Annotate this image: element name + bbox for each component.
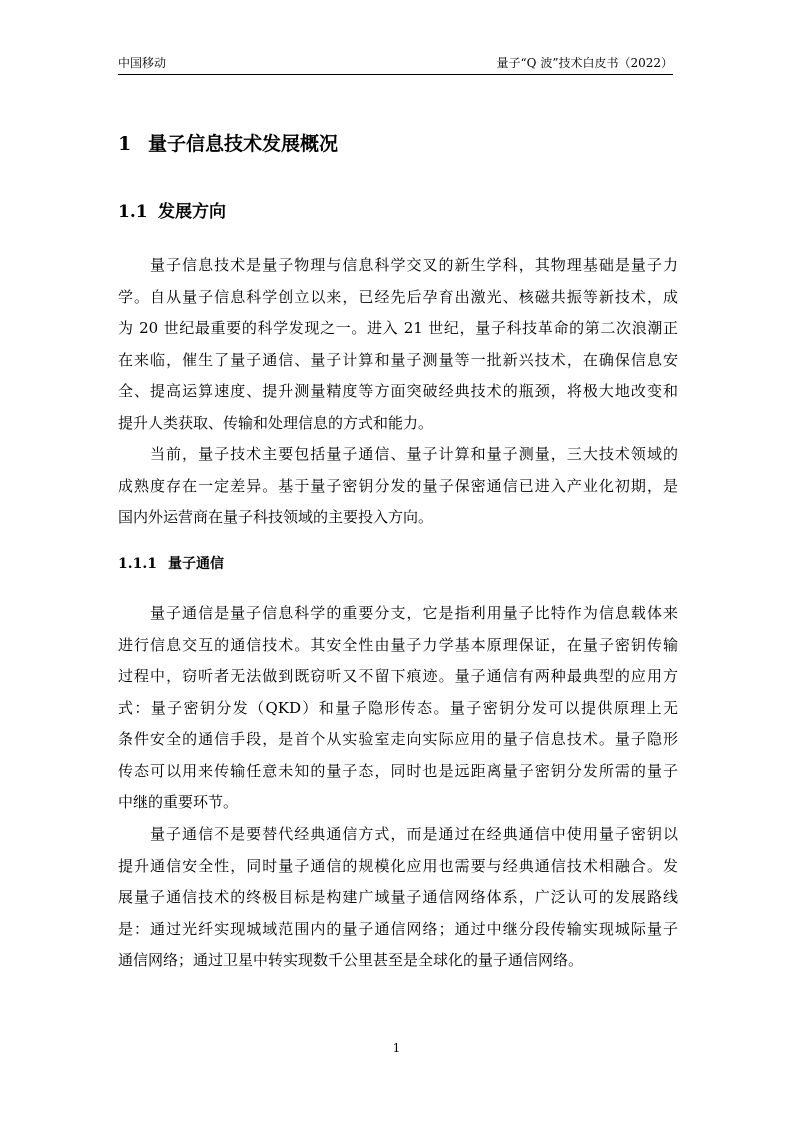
page-header	[118, 55, 673, 75]
text-line: 展量子通信技术的终极目标是构建广域量子通信网络体系，广泛认可的发展路线	[118, 888, 678, 906]
text-line: 通信网络；通过卫星中转实现数千公里甚至是全球化的量子通信网络。	[118, 951, 584, 969]
text-line: 提升人类获取、传输和处理信息的方式和能力。	[118, 413, 434, 432]
text-line: 在来临，催生了量子通信、量子计算和量子测量等一批新兴技术，在确保信息安	[118, 350, 678, 369]
text-line: 中继的重要环节。	[118, 793, 239, 811]
section-heading	[118, 200, 226, 224]
text-line: 传态可以用来传输任意未知的量子态，同时也是远距离量子密钥分发所需的量子	[118, 761, 678, 780]
text-line: 量子通信是量子信息科学的重要分支，它是指利用量子比特作为信息载体来	[150, 604, 678, 622]
chapter-heading	[118, 131, 338, 157]
chapter-number: 1	[118, 133, 132, 155]
subsection-paragraph-1	[118, 598, 678, 819]
text-line: 国内外运营商在量子科技领域的主要投入方向。	[118, 508, 434, 526]
header-document-title: 量子“Q 波”技术白皮书（2022）	[496, 56, 673, 70]
subsection-heading	[118, 554, 224, 574]
header-org-name: 中国移动	[118, 56, 167, 70]
text-line: 式：量子密钥分发（QKD）和量子隐形传态。量子密钥分发可以提供原理上无	[118, 698, 678, 717]
text-line: 全、提高运算速度、提升测量精度等方面突破经典技术的瓶颈，将极大地改变和	[118, 382, 678, 400]
text-line: 量子信息技术是量子物理与信息科学交叉的新生学科，其物理基础是量子力	[150, 256, 678, 274]
subsection-title: 量子通信	[168, 556, 224, 572]
page-number: 1	[392, 1041, 401, 1055]
section-paragraph-1	[118, 250, 678, 439]
text-line: 条件安全的通信手段，是首个从实验室走向实际应用的量子信息技术。量子隐形	[118, 730, 678, 748]
text-line: 量子通信不是要替代经典通信方式，而是通过在经典通信中使用量子密钥以	[150, 825, 678, 843]
text-line: 进行信息交互的通信技术。其安全性由量子力学基本原理保证，在量子密钥传输	[118, 635, 678, 654]
chapter-title: 量子信息技术发展概况	[148, 133, 339, 155]
text-line: 学。自从量子信息科学创立以来，已经先后孕育出激光、核磁共振等新技术，成	[118, 287, 678, 306]
subsection-number: 1.1.1	[118, 556, 157, 572]
text-line: 提升通信安全性，同时量子通信的规模化应用也需要与经典通信技术相融合。发	[118, 856, 678, 875]
text-line: 为 20 世纪最重要的科学发现之一。进入 21 世纪，量子科技革命的第二次浪潮正	[118, 319, 678, 337]
section-number: 1.1	[118, 202, 148, 222]
section-title: 发展方向	[158, 202, 226, 222]
text-line: 成熟度存在一定差异。基于量子密钥分发的量子保密通信已进入产业化初期，是	[118, 476, 678, 495]
text-line: 过程中，窃听者无法做到既窃听又不留下痕迹。量子通信有两种最典型的应用方	[118, 667, 678, 685]
subsection-paragraph-2	[118, 819, 678, 977]
text-line: 当前，量子技术主要包括量子通信、量子计算和量子测量，三大技术领域的	[150, 445, 678, 463]
section-paragraph-2	[118, 439, 678, 534]
text-line: 是：通过光纤实现城域范围内的量子通信网络；通过中继分段传输实现城际量子	[118, 919, 678, 938]
